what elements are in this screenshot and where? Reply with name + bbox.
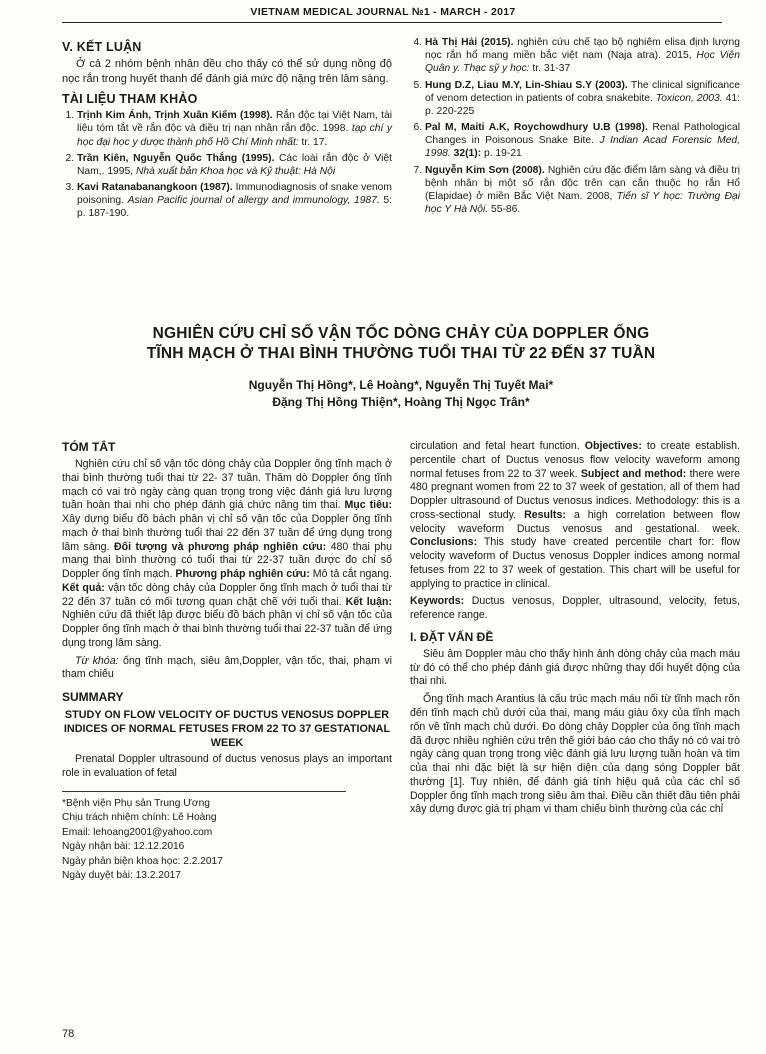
abstract-text-vn: Nghiên cứu chỉ số vận tốc dòng chảy của Doppler ống tĩnh mạch ở thai bình thường tuổi thai từ 22- 37 tuần. Thăm dò Doppler ống tĩnh mạch có vai trò ngày càng quan trọng trong việc đánh giá lưu lượng tuần hoàn thai nhi cho phép đánh giá chức năng tim thai. Mục tiêu: Xây dựng biểu đồ bách phân vị chỉ số vận tốc của Doppler ống tĩnh mạch ở thai bình thường tuổi thai 22 đến 37 tuần để ứng dụng trong lâm sàng. Đối tượng và phương pháp nghiên cứu: 480 thai phụ mang thai bình thường có tuổi thai từ 22-37 tuần được đo chỉ số Doppler ống tĩnh mạch. Phương pháp nghiên cứu: Mô tả cắt ngang. Kết quả: vận tốc dòng chảy của Doppler ống tĩnh mạch ở tuổi thai từ 22 đến 37 tuần có mối tương quan chặt chẽ với tuổi thai. Kết luận: Nghiên cứu đã thiết lập được biểu đồ bách phân vị chỉ số vận tốc của Doppler ống tĩnh mạch ở thai bình thường tuổi thai 22-37 tuần để ứng dụng trong lâm sàng. (62, 458, 393, 649)
article-title (62, 324, 740, 365)
running-head: VIETNAM MEDICAL JOURNAL №1 - MARCH - 2017 (250, 6, 516, 18)
authors-line-2: Đặng Thị Hồng Thiện*, Hoàng Thị Ngọc Trân* (272, 395, 530, 410)
authors-line-1: Nguyễn Thị Hồng*, Lê Hoàng*, Nguyễn Thị Tuyết Mai* (248, 377, 554, 392)
reference-item: 2. Trần Kiên, Nguyễn Quốc Thắng (1995). Các loài rắn độc ở Việt Nam,. 1995, Nhà xuất bản Khoa học và Kỹ thuật: Hà Nội (77, 152, 392, 178)
introduction-heading: I. ĐẶT VẤN ĐỀ (410, 629, 494, 644)
conclusion-text: Ở cả 2 nhóm bệnh nhân đều cho thấy có thể sử dụng nồng độ nọc rắn trong huyết thanh để đánh giá mức độ nặng trên lâm sàng. (62, 58, 392, 85)
summary-title-en: STUDY ON FLOW VELOCITY OF DUCTUS VENOSUS DOPPLER INDICES OF NORMAL FETUSES FROM 22 TO 37 GESTATIONAL WEEK (63, 709, 391, 750)
header-divider (62, 22, 722, 23)
footnote-line-3: Email: lehoang2001@yahoo.com (62, 826, 213, 838)
introduction-paragraph-2: Ống tĩnh mạch Arantius là cấu trúc mạch máu nối từ tĩnh mạch rốn đến tĩnh mạch chủ dưới của thai, mang máu giàu ôxy của tĩnh mạch rốn về tĩnh mạch chủ dưới. Đo dòng chảy Doppler của ống tĩnh mạch đã được nhiều nghiên cứu trên thế giới báo cáo cho thấy nó có vai trò ngày càng quan trọng trong việc đánh giá lưu lượng tuần hoàn và tim của thai nhi đặc biệt là sự hiện diện của dạng sóng Doppler bất thường [1]. Tuy nhiên, để đánh giá tính hiệu quả của các chỉ số Doppler ống tĩnh mạch trong siêu âm thai. Điều cần thiết đầu tiên phải xây dựng được giá trị phạm vi tham chiếu bình thường của các chỉ (410, 693, 740, 816)
footnote-line-4: Ngày nhận bài: 12.12.2016 (62, 841, 185, 853)
summary-text-en: Prenatal Doppler ultrasound of ductus venosus plays an important role in evaluation of fetal (62, 753, 392, 780)
article-authors (62, 377, 740, 412)
keywords-en: Keywords: Ductus venosus, Doppler, ultrasound, velocity, fetus, reference range. (410, 595, 740, 622)
footnote-line-6: Ngày duyệt bài: 13.2.2017 (62, 870, 181, 882)
keywords-vn: Từ khóa: ống tĩnh mạch, siêu âm,Doppler, vận tốc, thai, phạm vi tham chiếu (62, 654, 392, 681)
top-columns (62, 34, 740, 224)
affiliation-footnote (62, 791, 346, 884)
reference-item: 5. Hung D.Z, Liau M.Y, Lin-Shiau S.Y (2003). The clinical significance of venom detection in patients of cobra snakebite. Toxicon, 2003. 41: p. 220-225 (425, 79, 740, 119)
footnote-line-2: Chịu trách nhiệm chính: Lê Hoàng (62, 812, 217, 824)
abstract-heading-vn: TÓM TẮT (62, 440, 116, 454)
reference-list-left (62, 109, 392, 220)
summary-heading-en: SUMMARY (62, 690, 124, 705)
article-title-block (62, 324, 740, 412)
footnote-line-5: Ngày phản biện khoa học: 2.2.2017 (62, 855, 223, 867)
left-column-top (62, 34, 392, 224)
reference-item: 1. Trịnh Kim Ánh, Trịnh Xuân Kiếm (1998). Rắn độc tại Việt Nam, tài liệu tóm tắt về rắn độc và điều trị nạn nhân rắn độc. 1998. tạp chí y học đại học y dược thành phố Hồ Chí Minh nhất: tr. 17. (77, 109, 392, 149)
reference-item: 4. Hà Thị Hải (2015). nghiên cứu chế tạo bộ nghiêm elisa định lượng nọc rắn hổ mang miền bắc việt nam (Naja atra). 2015, Học Viện Quân y. Thạc sỹ y học: tr. 31-37 (425, 36, 740, 76)
summary-text-en-continued: circulation and fetal heart function. Objectives: to create establish. percentile chart of Ductus venosus flow velocity waveform among normal fetuses from 22 to 37 week. Subject and method: there were 480 pregnant women from 22 to 37 week of gestation, all of them had Doppler ultrasound of Ductus venosus indices. Methodology: this is a cross-sectional study. Results: a high correlation between flow velocity waveform Ductus venosus and gestational. week. Conclusions: This study have created percentile chart for: flow velocity waveform of Ductus venosus Doppler indices among normal fetuses from 22 to 37 week of gestation. This chart will be useful for applying to practice in clinical. (410, 440, 740, 590)
reference-list-right (410, 36, 740, 216)
article-title-line-1: NGHIÊN CỨU CHỈ SỐ VẬN TỐC DÒNG CHẢY CỦA DOPPLER ỐNG (152, 325, 650, 342)
abstract-right-column (410, 440, 740, 884)
footnote-line-1: *Bệnh viện Phụ sản Trung Ương (62, 797, 210, 809)
reference-item: 7. Nguyễn Kim Sơn (2008). Nghiên cứu đặc điểm lâm sàng và điều trị bệnh nhân bị một số rắn độc trên cạn cắn thuộc họ rắn Hổ (Elapidae) ở miền Bắc Việt Nam. 2008, Tiến sĩ Y học: Trường Đại học Y Hà Nội. 55-86. (425, 164, 740, 217)
references-heading: TÀI LIỆU THAM KHẢO (62, 92, 198, 107)
page-number: 78 (62, 1028, 75, 1040)
reference-item: 3. Kavi Ratanabanangkoon (1987). Immunodiagnosis of snake venom poisoning. Asian Pacific journal of allergy and immunology, 1987. 5: p. 187-190. (77, 181, 392, 221)
article-title-line-2: TĨNH MẠCH Ở THAI BÌNH THƯỜNG TUỔI THAI TỪ 22 ĐẾN 37 TUẦN (146, 345, 656, 363)
conclusion-heading: V. KẾT LUẬN (62, 40, 142, 54)
reference-item: 6. Pal M, Maiti A.K, Roychowdhury U.B (1998). Renal Pathological Changes in Poisonous Snake Bite. J Indian Acad Forensic Med, 1998. 32(1): p. 19-21 (425, 121, 740, 161)
abstract-columns (62, 440, 740, 884)
abstract-left-column (62, 440, 392, 884)
right-column-top (410, 34, 740, 224)
introduction-paragraph-1: Siêu âm Doppler màu cho thấy hình ảnh dòng chảy của mạch máu từ đó có thể cho phép đánh giá được những thay đổi huyết động của thai nhi. (410, 647, 740, 688)
